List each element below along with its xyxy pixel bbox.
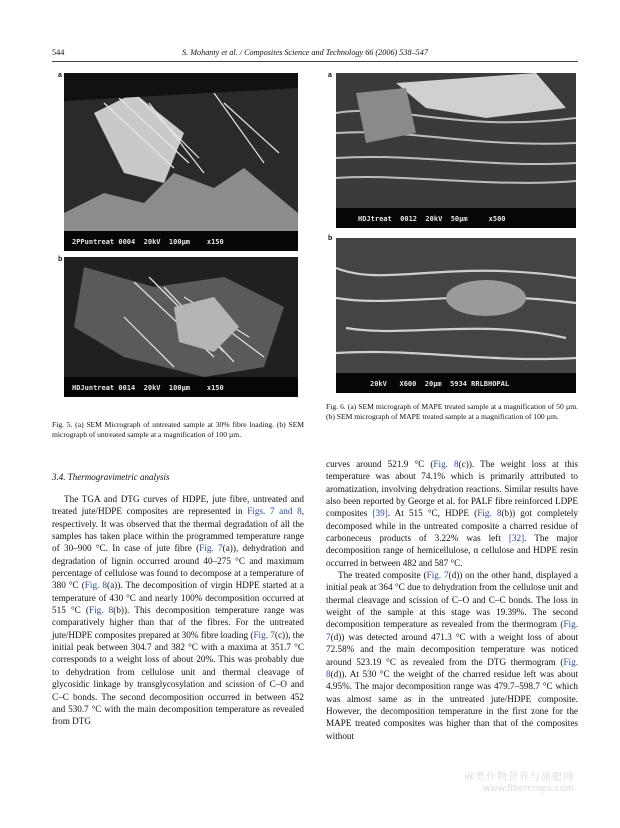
fig6a-databar-text: HDJtreat 0012 20kV 50µm x500 [358,215,506,223]
right-paragraph-1: curves around 521.9 °C (Fig. 8(c)). The weight loss at this temperature was about 74.1% which is primarily attributed to aromatization, involving dehydration reactions. Similar results have also been reported by George et al. for PALF fibre reinforced LDPE composites [39]. At 515 °C, HDPE (Fig. 8(b)) got completely decomposed while in the untreated composite a charred residue of carboneceus products of 3.22% was left [32]. The major decomposition range of hemicellulose, α cellulose and HDPE resin occurred in between 482 and 587 °C. [326,459,578,568]
fig5b-databar-text: HDJuntreat 0014 20kV 100µm x150 [72,384,224,392]
fig6-panel-a-label: a [328,72,332,79]
fig5a-databar [64,231,298,251]
fig6b-databar [336,373,576,393]
fig5b-databar [64,377,298,397]
fig5a-texture [64,73,298,251]
right-paragraph-2: The treated composite (Fig. 7(d)) on the other hand, displayed a initial peak at 364 °C due to dehydration from the cellulose unit and thermal cleavage and scission of C–O and C–C bonds. The loss in weight of the sample at this stage was 19.39%. The second decomposition temperature as revealed from the thermogram (Fig. 7(d)) was detected around 471.3 °C with a weight loss of about 72.58% and the main decomposition temperature was noticed around 523.19 °C as revealed from the DTG thermogram (Fig. 8(d)). At 530 °C the weight of the charred residue left was about 4.95%. The major decomposition range was 479.7–598.7 °C which was almost same as in the untreated jute/HDPE composite. However, the decomposition temperature in the first zone for the MAPE treated composites was higher than that of the composites without [326,570,578,741]
fig6a-sem-image [336,73,576,228]
fig5a-sem-image [64,73,298,251]
fig5-panel-b-label: b [58,256,63,263]
fig6b-sem-image [336,238,576,393]
page-number: 544 [52,48,65,57]
watermark-text: 麻类作物营养与施肥网 [464,772,574,783]
running-title: S. Mohanty et al. / Composites Science and Technology 66 (2006) 538–547 [182,48,428,57]
fig6-caption: Fig. 6. (a) SEM micrograph of MAPE treated sample at a magnification of 50 µm. (b) SEM micrograph of MAPE treated sample at a magnification of 100 µm. [326,402,578,422]
fig5a-databar-text: 2PPuntreat 0004 20kV 100µm x150 [72,238,224,246]
fig6b-databar-text: 20kV X600 20µm 5934 RRLBHOPAL [370,380,510,388]
watermark-url: www.fibercrops.com [483,784,574,794]
section-heading: 3.4. Thermogravimetric analysis [52,472,170,482]
fig5b-sem-image [64,257,298,397]
left-paragraph: The TGA and DTG curves of HDPE, jute fibre, untreated and treated jute/HDPE composites are represented in Figs. 7 and 8, respectively. It was observed that the thermal degradation of all the samples has taken place within the programmed temperature range of 30–900 °C. In case of jute fibre (Fig. 7(a)), dehydration and degradation of lignin occurred around 40–275 °C and maximum percentage of cellulose was found to decompose at a temperature of 380 °C (Fig. 8(a)). The decomposition of virgin HDPE started at a temperature of 430 °C and nearly 100% decomposition occurred at 515 °C (Fig. 8(b)). This decomposition temperature range was comparatively higher than that of the fibres. For the untreated jute/HDPE composites prepared at 30% fibre loading (Fig. 7(c)), the initial peak between 304.7 and 382 °C with a maxima at 351.7 °C corresponds to a weight loss of about 20%. This was probably due to dehydration from cellulose unit and thermal cleavage of glycosidic linkage by transglycosylation and scission of C–O and C–C bonds. The second decomposition occurred in between 452 and 530.7 °C with the main decomposition temperature as revealed from DTG [52,494,304,727]
fig5b-texture [64,257,298,397]
fig6a-databar [336,208,576,228]
right-column [326,458,578,742]
header-rule [52,61,578,62]
fig5-caption: Fig. 5. (a) SEM Micrograph of untreated sample at 30% fibre loading. (b) SEM micrograph of untreated sample at a magnification of 100 µm. [52,420,304,440]
left-column [52,493,304,728]
fig6b-texture [336,238,576,393]
fig6a-texture [336,73,576,228]
fig5-panel-a-label: a [58,72,62,79]
fig6-panel-b-label: b [328,235,333,242]
